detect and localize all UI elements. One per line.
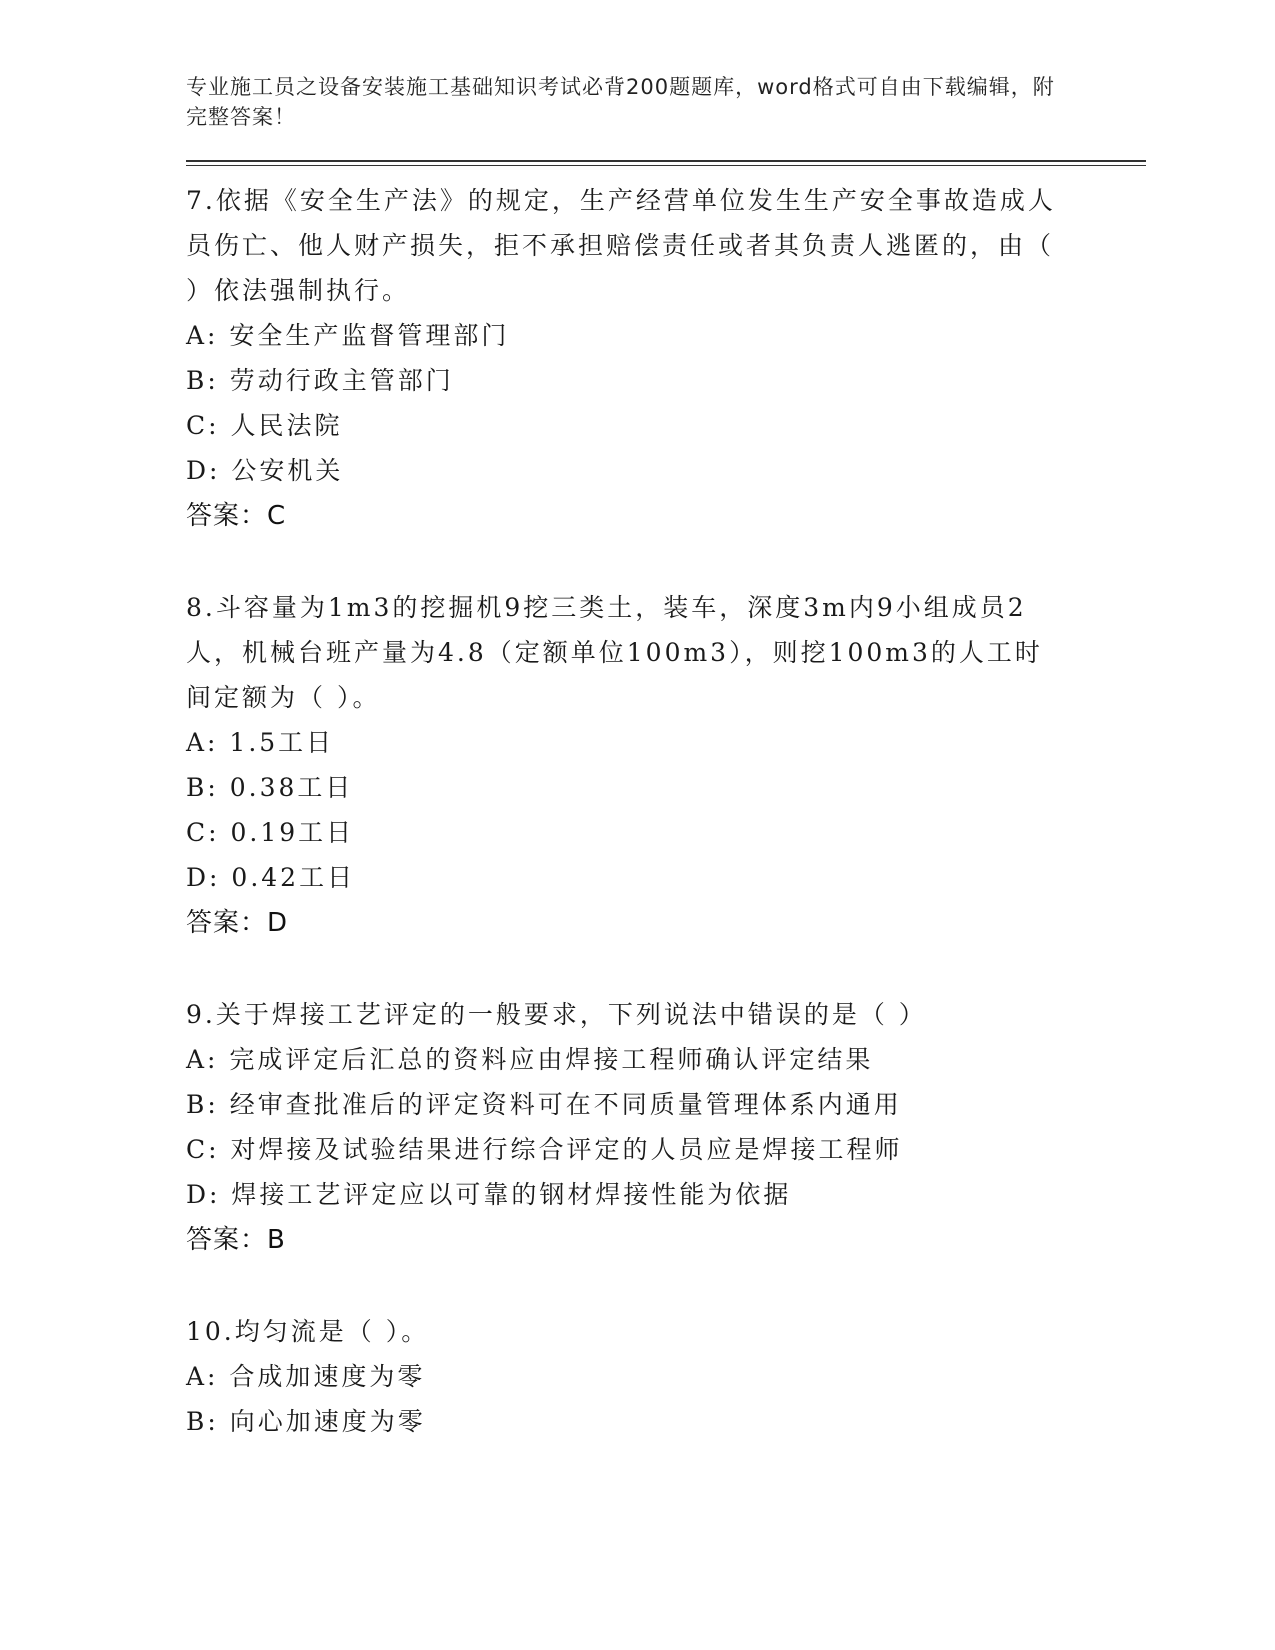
question-stem: 9.关于焊接工艺评定的一般要求，下列说法中错误的是（ ） xyxy=(186,1000,927,1029)
question-stem: 10.均匀流是（ ）。 xyxy=(186,1317,430,1346)
option-a: A: 完成评定后汇总的资料应由焊接工程师确认评定结果 xyxy=(186,1045,874,1074)
question-9 xyxy=(186,992,1146,1263)
option-d: D: 0.42工日 xyxy=(186,863,356,892)
option-c: C: 对焊接及试验结果进行综合评定的人员应是焊接工程师 xyxy=(186,1135,903,1164)
header-divider xyxy=(186,160,1146,166)
document-page xyxy=(186,72,1146,1444)
option-d: D: 公安机关 xyxy=(186,456,344,485)
option-c: C: 人民法院 xyxy=(186,411,343,440)
option-b: B: 0.38工日 xyxy=(186,773,354,802)
option-a: A: 1.5工日 xyxy=(186,728,335,757)
answer-line: 答案：B xyxy=(186,1225,286,1255)
option-b: B: 经审查批准后的评定资料可在不同质量管理体系内通用 xyxy=(186,1090,902,1119)
option-b: B: 向心加速度为零 xyxy=(186,1407,426,1436)
question-stem: 7.依据《安全生产法》的规定，生产经营单位发生生产安全事故造成人员伤亡、他人财产损失，拒不承担赔偿责任或者其负责人逃匿的，由（ ）依法强制执行。 xyxy=(186,186,1056,305)
option-b: B: 劳动行政主管部门 xyxy=(186,366,454,395)
option-a: A: 安全生产监督管理部门 xyxy=(186,321,510,350)
option-c: C: 0.19工日 xyxy=(186,818,355,847)
option-a: A: 合成加速度为零 xyxy=(186,1362,426,1391)
question-10 xyxy=(186,1309,1146,1444)
question-8 xyxy=(186,585,1146,946)
answer-line: 答案：C xyxy=(186,501,287,531)
question-7 xyxy=(186,178,1146,539)
question-stem: 8.斗容量为1m3的挖掘机9挖三类土，装车，深度3m内9小组成员2人，机械台班产量为4.8（定额单位100m3），则挖100m3的人工时间定额为（ ）。 xyxy=(186,593,1043,712)
document-header: 专业施工员之设备安装施工基础知识考试必背200题题库，word格式可自由下载编辑，附完整答案！ xyxy=(186,75,1055,129)
answer-line: 答案：D xyxy=(186,908,289,938)
option-d: D: 焊接工艺评定应以可靠的钢材焊接性能为依据 xyxy=(186,1180,792,1209)
